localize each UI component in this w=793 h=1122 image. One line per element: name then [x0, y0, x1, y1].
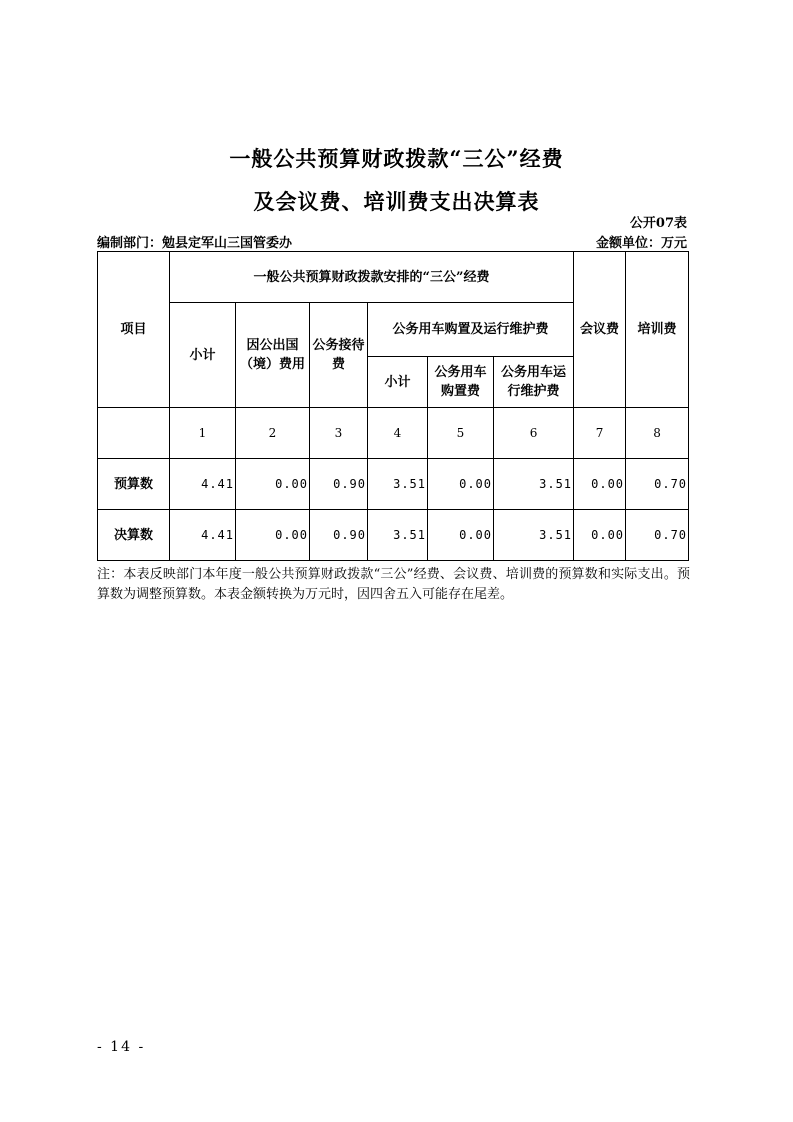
index-blank	[98, 408, 170, 459]
cell-value: 0.70	[626, 459, 689, 510]
table-note: 注：本表反映部门本年度一般公共预算财政拨款“三公”经费、会议费、培训费的预算数和实际支出。预算数为调整预算数。本表金额转换为万元时，因四舍五入可能存在尾差。	[97, 567, 690, 602]
column-index: 1	[170, 408, 236, 459]
table-row-budget	[98, 459, 689, 510]
column-index: 4	[368, 408, 428, 459]
cell-value: 0.00	[428, 510, 494, 561]
cell-value: 3.51	[368, 510, 428, 561]
cell-value: 0.00	[428, 459, 494, 510]
column-index: 2	[236, 408, 310, 459]
column-index: 5	[428, 408, 494, 459]
form-number: 公开07表	[629, 216, 687, 231]
header-sangong-group: 一般公共预算财政拨款安排的“三公”经费	[170, 252, 574, 303]
expenditure-table	[97, 251, 689, 561]
cell-value: 0.90	[310, 510, 368, 561]
column-index: 7	[574, 408, 626, 459]
table-row-final	[98, 510, 689, 561]
cell-value: 0.90	[310, 459, 368, 510]
report-title-line1: 一般公共预算财政拨款“三公”经费	[229, 146, 564, 171]
row-label: 预算数	[98, 459, 170, 510]
header-item: 项目	[98, 252, 170, 408]
cell-value: 3.51	[494, 459, 574, 510]
cell-value: 3.51	[368, 459, 428, 510]
cell-value: 0.00	[574, 510, 626, 561]
cell-value: 0.00	[574, 459, 626, 510]
header-vehicle-subtotal: 小计	[368, 357, 428, 408]
unit-label: 金额单位：万元	[595, 236, 687, 251]
header-training: 培训费	[626, 252, 689, 408]
cell-value: 3.51	[494, 510, 574, 561]
department-label: 编制部门：勉县定军山三国管委办	[97, 236, 293, 251]
column-index: 3	[310, 408, 368, 459]
cell-value: 0.70	[626, 510, 689, 561]
header-meeting: 会议费	[574, 252, 626, 408]
header-reception: 公务接待费	[310, 303, 368, 408]
column-index: 8	[626, 408, 689, 459]
cell-value: 4.41	[170, 510, 236, 561]
cell-value: 0.00	[236, 510, 310, 561]
cell-value: 4.41	[170, 459, 236, 510]
column-index: 6	[494, 408, 574, 459]
header-subtotal: 小计	[170, 303, 236, 408]
report-title-line2: 及会议费、培训费支出决算表	[253, 189, 540, 214]
page-number: - 14 -	[97, 1039, 146, 1055]
cell-value: 0.00	[236, 459, 310, 510]
row-label: 决算数	[98, 510, 170, 561]
header-vehicle-group: 公务用车购置及运行维护费	[368, 303, 574, 357]
header-vehicle-purchase: 公务用车购置费	[428, 357, 494, 408]
header-vehicle-operation: 公务用车运行维护费	[494, 357, 574, 408]
header-overseas: 因公出国（境）费用	[236, 303, 310, 408]
